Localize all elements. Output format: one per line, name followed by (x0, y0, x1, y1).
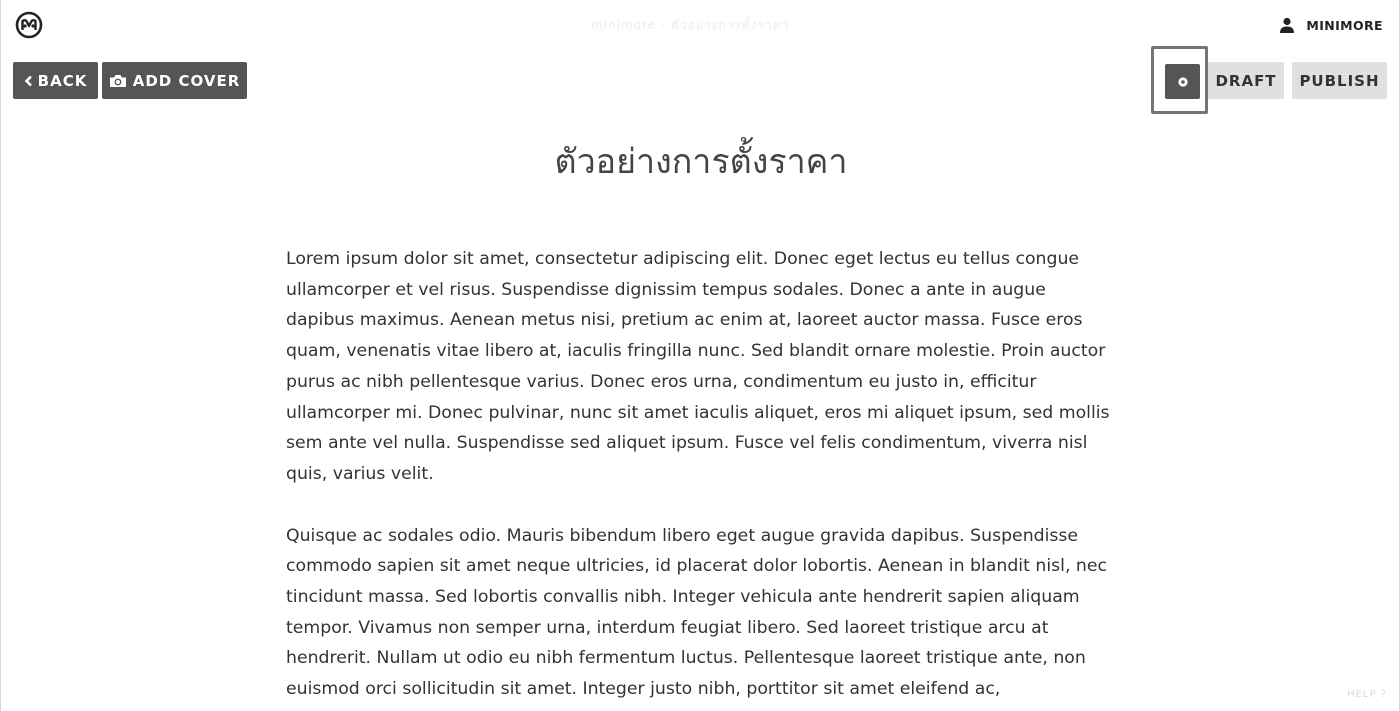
add-cover-button[interactable] (102, 62, 247, 99)
settings-dot-icon (1177, 76, 1189, 88)
add-cover-label: ADD COVER (132, 71, 241, 90)
article-body[interactable] (286, 244, 1116, 711)
faded-page-title: minimore - ตัวอย่างการตั้งราคา (591, 18, 790, 32)
user-menu[interactable] (1279, 16, 1383, 34)
user-icon (1279, 17, 1295, 33)
publish-button[interactable]: PUBLISH (1292, 62, 1387, 99)
settings-highlight (1151, 46, 1208, 114)
user-name: MINIMORE (1306, 17, 1383, 33)
camera-icon (109, 74, 127, 88)
back-label: BACK (37, 71, 88, 90)
help-link[interactable]: HELP ? (1347, 689, 1387, 700)
paragraph: Lorem ipsum dolor sit amet, consectetur adipiscing elit. Donec eget lectus eu tellus congue ullamcorper et vel risus. Suspendisse dignissim tempus sodales. Donec a ante in augue dapibus maximus. Aenean metus nisi, pretium ac enim at, laoreet auctor massa. Fusce eros quam, venenatis vitae libero at, iaculis fringilla nunc. Sed blandit ornare molestie. Proin auctor purus ac nibh pellentesque varius. Donec eros urna, condimentum eu justo in, efficitur ullamcorper mi. Donec pulvinar, nunc sit amet iaculis aliquet, eros mi aliquet ipsum, sed mollis sem ante vel nulla. Suspendisse sed aliquet ipsum. Fusce vel felis condimentum, viverra nisl quis, varius velit. (286, 249, 1110, 484)
article-title[interactable]: ตัวอย่างการตั้งราคา (554, 142, 848, 182)
back-button[interactable] (13, 62, 98, 99)
settings-button[interactable] (1165, 64, 1200, 99)
paragraph: Quisque ac sodales odio. Mauris bibendum libero eget augue gravida dapibus. Suspendisse commodo sapien sit amet neque ultricies, id placerat dolor lobortis. Aenean in blandit nisl, nec tincidunt massa. Sed lobortis convallis nibh. Integer vehicula ante hendrerit sapien aliquam tempor. Vivamus non semper urna, interdum feugiat libero. Sed laoreet tristique arcu at hendrerit. Nullam ut odio eu nibh fermentum luctus. Pellentesque laoreet tristique ante, non euismod orci sollicitudin sit amet. Integer justo nibh, porttitor sit amet eleifend ac, (286, 525, 1108, 700)
draft-button[interactable]: DRAFT (1208, 62, 1284, 99)
minimore-logo-icon[interactable] (15, 11, 43, 39)
chevron-left-icon (24, 75, 33, 87)
